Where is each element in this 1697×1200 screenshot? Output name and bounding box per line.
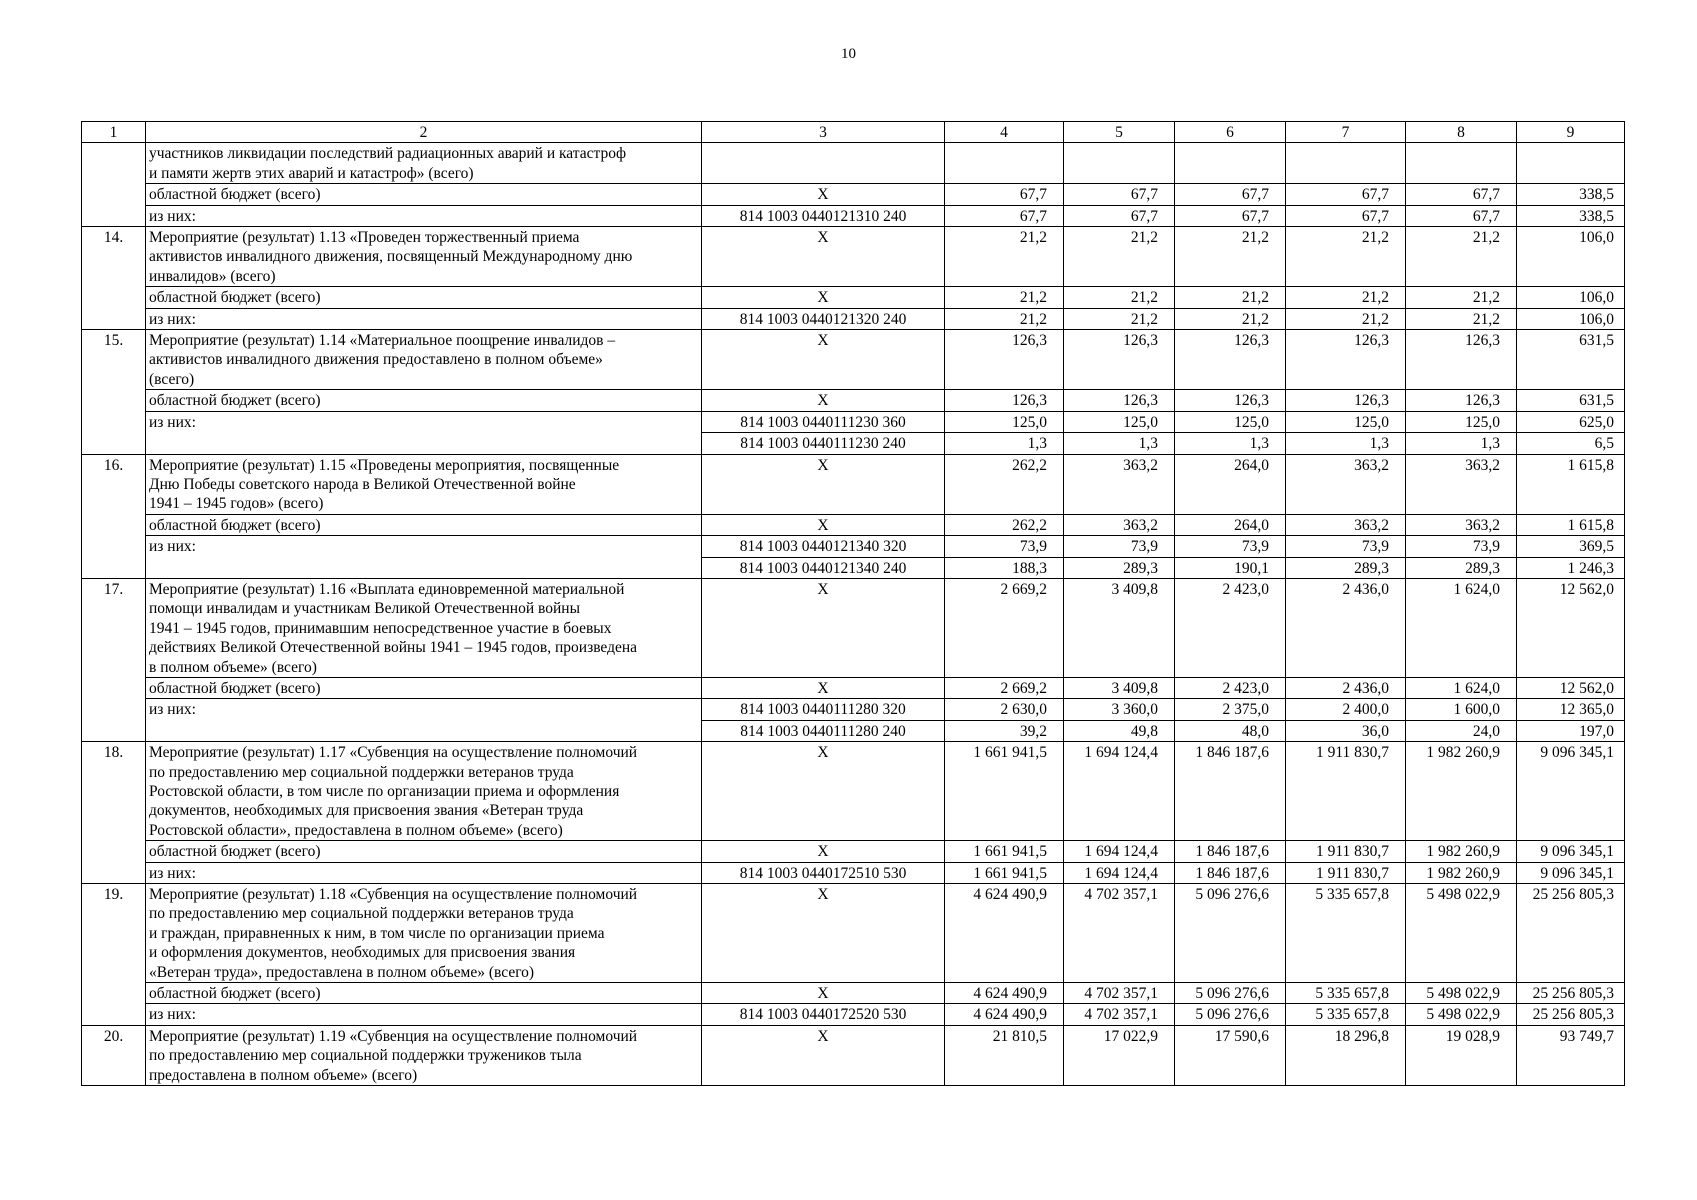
year-value-cell: 262,2 [945,514,1064,535]
table-row [82,983,1625,1004]
column-number-cell: 2 [146,122,702,143]
year-value-cell: 125,0 [1286,411,1406,432]
year-value-cell: 17 022,9 [1064,1025,1175,1085]
year-value-cell: 125,0 [1406,411,1517,432]
column-number-row [82,122,1625,143]
year-value-cell: 21,2 [945,287,1064,308]
year-value-cell: 73,9 [1064,536,1175,557]
year-value-cell: 363,2 [1064,454,1175,514]
year-value-cell: 5 335 657,8 [1286,884,1406,983]
description-line: по предоставлению мер социальной поддержки ветеранов труда [149,763,574,781]
description-line: Мероприятие (результат) 1.16 «Выплата единовременной материальной [149,580,625,598]
description-line: Дню Победы советского народа в Великой Отечественной войне [149,475,576,493]
column-number-cell: 1 [82,122,146,143]
total-value-cell: 106,0 [1517,287,1625,308]
budget-code-cell: X [702,884,945,983]
total-value-cell: 625,0 [1517,411,1625,432]
budget-code-cell: X [702,677,945,698]
year-value-cell: 21,2 [1406,227,1517,287]
year-value-cell: 2 423,0 [1175,677,1286,698]
description-line: в полном объеме» (всего) [149,658,317,676]
year-value-cell: 126,3 [945,390,1064,411]
page-number: 10 [841,46,856,62]
year-value-cell: 67,7 [1286,184,1406,205]
table-row [82,454,1625,514]
year-value-cell: 289,3 [1064,557,1175,578]
budget-code-cell: 814 1003 0440111230 240 [702,433,945,454]
year-value-cell [1064,143,1175,184]
total-value-cell: 25 256 805,3 [1517,884,1625,983]
budget-code-cell: X [702,330,945,390]
description-cell [146,143,702,184]
year-value-cell: 2 436,0 [1286,677,1406,698]
description-line: областной бюджет (всего) [149,289,321,307]
description-line: Ростовской области, в том числе по организации приема и оформления [149,783,620,800]
description-cell [146,983,702,1004]
year-value-cell: 67,7 [1406,205,1517,226]
year-value-cell: 1 911 830,7 [1286,841,1406,862]
description-line: областной бюджет (всего) [149,516,321,534]
year-value-cell: 1 694 124,4 [1064,862,1175,883]
year-value-cell: 73,9 [1286,536,1406,557]
total-value-cell: 25 256 805,3 [1517,1004,1625,1025]
year-value-cell: 4 702 357,1 [1064,983,1175,1004]
total-value-cell: 12 562,0 [1517,677,1625,698]
total-value-cell: 1 615,8 [1517,454,1625,514]
year-value-cell: 363,2 [1286,514,1406,535]
description-line: Мероприятие (результат) 1.14 «Материальное поощрение инвалидов – [149,332,616,350]
description-cell [146,578,702,677]
description-cell [146,390,702,411]
year-value-cell: 1 982 260,9 [1406,841,1517,862]
year-value-cell: 4 624 490,9 [945,983,1064,1004]
description-line: предоставлена в полном объеме» (всего) [149,1066,418,1084]
year-value-cell: 39,2 [945,720,1064,741]
description-line: и граждан, приравненных к ним, в том числе по организации приема [149,924,605,942]
table-row [82,536,1625,557]
year-value-cell: 5 498 022,9 [1406,884,1517,983]
year-value-cell: 125,0 [1175,411,1286,432]
description-line: Мероприятие (результат) 1.18 «Субвенция на осуществление полномочий [149,886,638,904]
year-value-cell: 4 624 490,9 [945,1004,1064,1025]
year-value-cell: 262,2 [945,454,1064,514]
budget-code-cell: 814 1003 0440111280 320 [702,699,945,720]
year-value-cell: 264,0 [1175,454,1286,514]
budget-code-cell: X [702,983,945,1004]
row-number-cell: 20. [82,1025,146,1085]
year-value-cell: 21,2 [1175,227,1286,287]
year-value-cell: 67,7 [945,205,1064,226]
year-value-cell: 125,0 [1064,411,1175,432]
year-value-cell: 5 096 276,6 [1175,884,1286,983]
year-value-cell: 363,2 [1406,514,1517,535]
column-number-cell: 9 [1517,122,1625,143]
year-value-cell: 21,2 [1286,308,1406,329]
total-value-cell: 106,0 [1517,308,1625,329]
row-number-cell: 17. [82,578,146,741]
description-cell [146,205,702,226]
year-value-cell: 1 661 941,5 [945,841,1064,862]
year-value-cell: 363,2 [1406,454,1517,514]
year-value-cell: 3 409,8 [1064,677,1175,698]
year-value-cell: 1 911 830,7 [1286,742,1406,841]
year-value-cell: 73,9 [945,536,1064,557]
year-value-cell: 1 624,0 [1406,578,1517,677]
budget-code-cell: X [702,1025,945,1085]
description-cell [146,227,702,287]
total-value-cell: 197,0 [1517,720,1625,741]
table-row [82,390,1625,411]
year-value-cell: 49,8 [1064,720,1175,741]
budget-table [81,121,1625,1086]
budget-code-cell: 814 1003 0440172510 530 [702,862,945,883]
total-value-cell: 631,5 [1517,390,1625,411]
description-cell [146,308,702,329]
description-line: из них: [149,207,196,225]
total-value-cell [1517,143,1625,184]
budget-code-cell: X [702,184,945,205]
description-cell [146,1025,702,1085]
year-value-cell: 1,3 [1175,433,1286,454]
total-value-cell: 631,5 [1517,330,1625,390]
table-row [82,287,1625,308]
budget-code-cell: 814 1003 0440121340 320 [702,536,945,557]
description-line: из них: [149,864,196,882]
year-value-cell: 2 423,0 [1175,578,1286,677]
year-value-cell: 21,2 [1064,227,1175,287]
year-value-cell: 2 436,0 [1286,578,1406,677]
total-value-cell: 6,5 [1517,433,1625,454]
year-value-cell: 18 296,8 [1286,1025,1406,1085]
year-value-cell: 19 028,9 [1406,1025,1517,1085]
table-row [82,699,1625,720]
year-value-cell: 125,0 [945,411,1064,432]
year-value-cell: 188,3 [945,557,1064,578]
year-value-cell: 1 911 830,7 [1286,862,1406,883]
description-line: Мероприятие (результат) 1.19 «Субвенция на осуществление полномочий [149,1027,638,1045]
year-value-cell: 1 661 941,5 [945,862,1064,883]
table-row [82,143,1625,184]
year-value-cell: 2 630,0 [945,699,1064,720]
year-value-cell: 1 846 187,6 [1175,742,1286,841]
budget-code-cell: X [702,514,945,535]
total-value-cell: 9 096 345,1 [1517,742,1625,841]
total-value-cell: 9 096 345,1 [1517,862,1625,883]
budget-code-cell: 814 1003 0440172520 530 [702,1004,945,1025]
table-row [82,227,1625,287]
budget-code-cell: X [702,287,945,308]
description-cell [146,184,702,205]
year-value-cell: 4 624 490,9 [945,884,1064,983]
description-cell [146,862,702,883]
year-value-cell [945,143,1064,184]
year-value-cell: 1 982 260,9 [1406,742,1517,841]
budget-code-cell: 814 1003 0440121310 240 [702,205,945,226]
total-value-cell: 338,5 [1517,205,1625,226]
table-row [82,330,1625,390]
budget-code-cell: X [702,841,945,862]
description-line: областной бюджет (всего) [149,186,321,204]
year-value-cell: 73,9 [1175,536,1286,557]
description-line: 1941 – 1945 годов, принимавшим непосредственное участие в боевых [149,619,612,637]
year-value-cell: 126,3 [945,330,1064,390]
description-cell [146,699,702,742]
budget-code-cell: 814 1003 0440121340 240 [702,557,945,578]
row-number-cell: 19. [82,884,146,1026]
budget-code-cell: 814 1003 0440111280 240 [702,720,945,741]
year-value-cell: 2 669,2 [945,578,1064,677]
year-value-cell: 1 694 124,4 [1064,742,1175,841]
total-value-cell: 9 096 345,1 [1517,841,1625,862]
description-line: (всего) [149,370,195,388]
budget-code-cell: X [702,742,945,841]
year-value-cell: 126,3 [1175,330,1286,390]
year-value-cell: 5 335 657,8 [1286,983,1406,1004]
description-cell [146,514,702,535]
year-value-cell [1286,143,1406,184]
year-value-cell: 21,2 [945,308,1064,329]
year-value-cell: 2 375,0 [1175,699,1286,720]
description-cell [146,536,702,579]
year-value-cell: 1,3 [1406,433,1517,454]
description-line: областной бюджет (всего) [149,392,321,410]
total-value-cell: 338,5 [1517,184,1625,205]
description-line: из них: [149,538,196,556]
year-value-cell: 2 669,2 [945,677,1064,698]
description-cell [146,411,702,454]
year-value-cell: 1 846 187,6 [1175,862,1286,883]
year-value-cell: 2 400,0 [1286,699,1406,720]
year-value-cell: 21,2 [1286,287,1406,308]
description-line: помощи инвалидам и участникам Великой Отечественной войны [149,600,580,618]
description-line: инвалидов» (всего) [149,267,276,285]
table-row [82,884,1625,983]
table-row [82,742,1625,841]
year-value-cell: 21,2 [1064,287,1175,308]
year-value-cell: 67,7 [1064,184,1175,205]
budget-code-cell: X [702,454,945,514]
year-value-cell: 1 982 260,9 [1406,862,1517,883]
total-value-cell: 106,0 [1517,227,1625,287]
year-value-cell: 21,2 [1175,287,1286,308]
description-line: «Ветеран труда», предоставлена в полном объеме» (всего) [149,963,535,981]
row-number-cell: 14. [82,227,146,330]
table-row [82,578,1625,677]
year-value-cell: 67,7 [1406,184,1517,205]
year-value-cell: 73,9 [1406,536,1517,557]
year-value-cell [1406,143,1517,184]
year-value-cell: 48,0 [1175,720,1286,741]
table-row [82,1025,1625,1085]
year-value-cell: 4 702 357,1 [1064,884,1175,983]
table-row [82,862,1625,883]
year-value-cell: 1 694 124,4 [1064,841,1175,862]
year-value-cell: 4 702 357,1 [1064,1004,1175,1025]
column-number-cell: 5 [1064,122,1175,143]
row-number-cell: 15. [82,330,146,454]
year-value-cell: 24,0 [1406,720,1517,741]
column-number-cell: 4 [945,122,1064,143]
year-value-cell: 5 498 022,9 [1406,1004,1517,1025]
year-value-cell: 67,7 [1286,205,1406,226]
year-value-cell: 21,2 [945,227,1064,287]
description-cell [146,677,702,698]
table-row [82,841,1625,862]
table-row [82,514,1625,535]
table-row [82,677,1625,698]
description-cell [146,287,702,308]
year-value-cell: 126,3 [1286,330,1406,390]
description-cell [146,454,702,514]
year-value-cell: 126,3 [1406,330,1517,390]
description-cell [146,884,702,983]
description-line: 1941 – 1945 годов» (всего) [149,495,324,513]
year-value-cell: 1,3 [945,433,1064,454]
year-value-cell: 190,1 [1175,557,1286,578]
column-number-cell: 7 [1286,122,1406,143]
total-value-cell: 1 246,3 [1517,557,1625,578]
year-value-cell: 21,2 [1406,287,1517,308]
year-value-cell: 67,7 [1064,205,1175,226]
year-value-cell: 67,7 [945,184,1064,205]
description-line: областной бюджет (всего) [149,679,321,697]
row-number-cell: 16. [82,454,146,578]
description-line: областной бюджет (всего) [149,985,321,1003]
budget-code-cell: X [702,227,945,287]
year-value-cell: 3 360,0 [1064,699,1175,720]
year-value-cell: 21,2 [1175,308,1286,329]
year-value-cell: 21,2 [1064,308,1175,329]
year-value-cell: 363,2 [1286,454,1406,514]
table-row [82,308,1625,329]
description-line: областной бюджет (всего) [149,843,321,861]
year-value-cell: 126,3 [1175,390,1286,411]
description-line: Мероприятие (результат) 1.15 «Проведены мероприятия, посвященные [149,456,620,474]
description-line: Мероприятие (результат) 1.13 «Проведен торжественный приема [149,229,580,247]
year-value-cell: 126,3 [1064,390,1175,411]
year-value-cell: 126,3 [1064,330,1175,390]
year-value-cell: 21,2 [1406,308,1517,329]
description-cell [146,1004,702,1025]
year-value-cell: 1,3 [1064,433,1175,454]
column-number-cell: 8 [1406,122,1517,143]
year-value-cell: 1 846 187,6 [1175,841,1286,862]
year-value-cell: 1,3 [1286,433,1406,454]
table-row [82,205,1625,226]
budget-code-cell: 814 1003 0440121320 240 [702,308,945,329]
table-row [82,184,1625,205]
year-value-cell: 3 409,8 [1064,578,1175,677]
year-value-cell: 36,0 [1286,720,1406,741]
total-value-cell: 369,5 [1517,536,1625,557]
description-line: Мероприятие (результат) 1.17 «Субвенция на осуществление полномочий [149,744,638,762]
description-line: Ростовской области», предоставлена в полном объеме» (всего) [149,821,563,839]
year-value-cell: 21,2 [1286,227,1406,287]
year-value-cell: 264,0 [1175,514,1286,535]
budget-code-cell: X [702,578,945,677]
column-number-cell: 3 [702,122,945,143]
year-value-cell: 1 661 941,5 [945,742,1064,841]
total-value-cell: 12 365,0 [1517,699,1625,720]
description-line: по предоставлению мер социальной поддержки тружеников тыла [149,1047,582,1065]
description-line: документов, необходимых для присвоения звания «Ветеран труда [149,802,584,820]
description-line: и памяти жертв этих аварий и катастроф» (всего) [149,164,474,182]
table-row [82,1004,1625,1025]
year-value-cell: 5 335 657,8 [1286,1004,1406,1025]
description-cell [146,330,702,390]
year-value-cell: 289,3 [1406,557,1517,578]
description-line: активистов инвалидного движения предоставлено в полном объеме» [149,351,603,369]
description-line: из них: [149,310,196,328]
year-value-cell: 1 624,0 [1406,677,1517,698]
year-value-cell: 67,7 [1175,205,1286,226]
description-cell [146,841,702,862]
total-value-cell: 12 562,0 [1517,578,1625,677]
total-value-cell: 93 749,7 [1517,1025,1625,1085]
total-value-cell: 25 256 805,3 [1517,983,1625,1004]
description-line: по предоставлению мер социальной поддержки ветеранов труда [149,905,574,923]
description-cell [146,742,702,841]
year-value-cell: 67,7 [1175,184,1286,205]
year-value-cell [1175,143,1286,184]
year-value-cell: 5 096 276,6 [1175,1004,1286,1025]
year-value-cell: 289,3 [1286,557,1406,578]
description-line: из них: [149,413,196,431]
budget-code-cell [702,143,945,184]
year-value-cell: 363,2 [1064,514,1175,535]
description-line: из них: [149,701,196,719]
year-value-cell: 5 096 276,6 [1175,983,1286,1004]
description-line: из них: [149,1006,196,1024]
table-row [82,411,1625,432]
year-value-cell: 21 810,5 [945,1025,1064,1085]
column-number-cell: 6 [1175,122,1286,143]
description-line: действиях Великой Отечественной войны 1941 – 1945 годов, произведена [149,639,638,657]
budget-code-cell: X [702,390,945,411]
year-value-cell: 5 498 022,9 [1406,983,1517,1004]
budget-code-cell: 814 1003 0440111230 360 [702,411,945,432]
total-value-cell: 1 615,8 [1517,514,1625,535]
year-value-cell: 126,3 [1406,390,1517,411]
description-line: активистов инвалидного движения, посвященный Международному дню [149,248,633,266]
table-body [82,122,1625,1086]
year-value-cell: 126,3 [1286,390,1406,411]
description-line: и оформления документов, необходимых для присвоения звания [149,944,576,962]
year-value-cell: 1 600,0 [1406,699,1517,720]
description-line: участников ликвидации последствий радиационных аварий и катастроф [149,145,627,163]
row-number-cell: 18. [82,742,146,884]
row-number-cell [82,143,146,227]
year-value-cell: 17 590,6 [1175,1025,1286,1085]
